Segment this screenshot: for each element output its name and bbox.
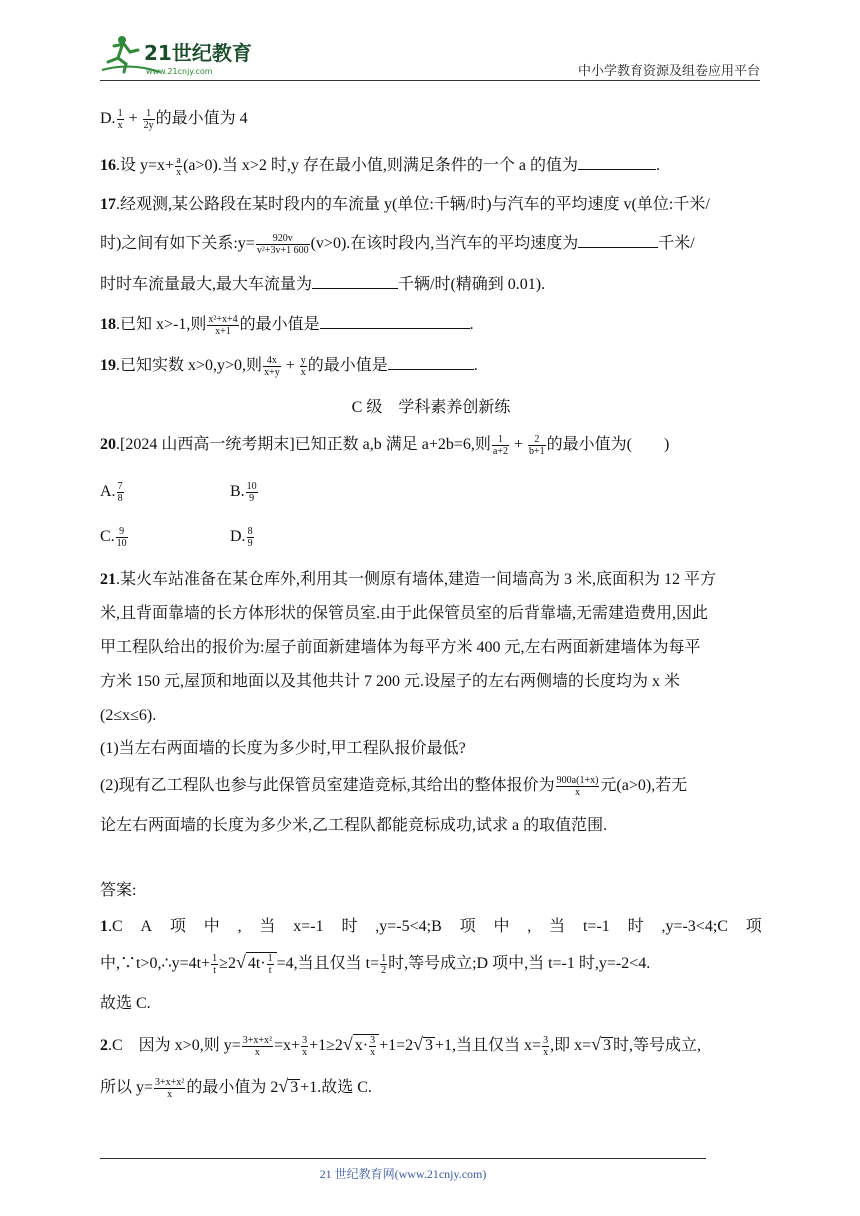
answer-blank[interactable] <box>320 314 470 329</box>
fraction: $\frac{1}{x}$ <box>117 108 123 131</box>
page-header <box>100 30 760 82</box>
answer-token: 时 <box>341 918 358 935</box>
option-b: B. $\frac{10}{9}$ <box>230 481 257 504</box>
question-16: 16.设 y=x+ $\frac{a}{x}$ (a>0).当 x>2 时,y 存在最小值,则满足条件的一个 a 的值为 . <box>100 155 660 178</box>
option-c: C. $\frac{9}{10}$ <box>100 526 127 549</box>
fraction: $\frac{2}{b+1}$ <box>529 434 545 457</box>
platform-name: 中小学教育资源及组卷应用平台 <box>577 64 760 79</box>
q20-options-row2 <box>100 526 360 549</box>
answer-2-line2: 所以 y= $\frac{\text{3+x+x²}}{x}$ 的最小值为 2√ 3 +1.故选 C. <box>100 1076 372 1100</box>
option-a: A. $\frac{7}{8}$ <box>100 481 123 504</box>
answer-token: 项 <box>745 918 762 935</box>
site-logo <box>100 32 260 78</box>
answer-token: A <box>140 918 153 935</box>
logo-url: www.21cnjy.com <box>146 67 213 76</box>
fraction: $\frac{1}{2y}$ <box>143 108 154 131</box>
answer-blank[interactable] <box>388 355 474 370</box>
fraction: $\frac{900a(1+x)}{x}$ <box>556 775 599 798</box>
answer-blank[interactable] <box>578 233 658 248</box>
answers-heading: 答案: <box>100 882 137 899</box>
answer-token: ,y=-5<4;B <box>375 918 442 935</box>
answer-token: 项 <box>169 918 186 935</box>
question-21-line2: 米,且背面靠墙的长方体形状的保管员室.由于此保管员室的后背靠墙,无需建造费用,因此 <box>100 605 709 622</box>
question-21-line3: 甲工程队给出的报价为:屋子前面新建墙体为每平方米 400 元,左右两面新建墙体为每平 <box>100 639 701 656</box>
answer-2-line1: 2.C 因为 x>0,则 y= $\frac{\text{3+x+x²}}{x}$ =x+ $\frac{3}{x}$ +1≥2√ x· $\frac{3}{x}$ +1=2√ 3 +1,当且仅当 x= $\frac{3}{x}$ ,即 x=√ 3 时,等号成立, <box>100 1034 702 1058</box>
question-19: 19.已知实数 x>0,y>0,则 $\frac{4x}{x+y}$ + $\frac{y}{x}$ 的最小值是 . <box>100 355 478 378</box>
question-number: 16 <box>100 157 116 175</box>
fraction: $\frac{920v}{\text{v²+3v+1 600}}$ <box>256 233 309 256</box>
answer-token: ,y=-3<4;C <box>661 918 728 935</box>
fraction: $\frac{\text{x²+x+4}}{x+1}$ <box>208 314 238 337</box>
fraction: $\frac{1}{t}$ <box>212 952 218 976</box>
fraction: $\frac{4x}{x+y}$ <box>264 355 280 378</box>
question-17-line3: 时时车流量最大,最大车流量为 千辆/时(精确到 0.01). <box>100 276 546 293</box>
section-title: C 级 学科素养创新练 <box>351 399 511 416</box>
question-17-line1: 17.经观测,某公路段在某时段内的车流量 y(单位:千辆/时)与汽车的平均速度 v(单位:千米/ <box>100 196 710 213</box>
fraction: $\frac{y}{x}$ <box>300 355 306 378</box>
answer-token: 中 <box>493 918 510 935</box>
sqrt-sign: √ <box>235 952 246 972</box>
question-21-part1: (1)当左右两面墙的长度为多少时,甲工程队报价最低? <box>100 740 466 757</box>
sqrt-sign: √ <box>342 1034 353 1054</box>
answer-1-line1 <box>100 916 762 938</box>
question-20: 20.[2024 山西高一统考期末]已知正数 a,b 满足 a+2b=6,则 $\frac{1}{a+2}$ + $\frac{2}{b+1}$ 的最小值为( ) <box>100 434 670 457</box>
q20-options-row1 <box>100 481 360 504</box>
question-21-line5: (2≤x≤6). <box>100 707 157 724</box>
option-label: D. <box>100 110 116 128</box>
option-text: 的最小值为 4 <box>155 110 248 128</box>
question-number: 19 <box>100 357 116 375</box>
answer-token: 当 <box>259 918 276 935</box>
fraction: $\frac{a}{x}$ <box>176 155 182 178</box>
question-21-part2: (2)现有乙工程队也参与此保管员室建造竞标,其给出的整体报价为 $\frac{900a(1+x)}{x}$ 元(a>0),若无 <box>100 775 688 798</box>
answer-number: 1 <box>100 918 108 935</box>
q15-option-d: D. $\frac{1}{x}$ + $\frac{1}{2y}$ 的最小值为 4 <box>100 108 248 131</box>
logo-text: 21世纪教育 <box>144 41 252 65</box>
answer-token: 中 <box>203 918 220 935</box>
sqrt-body: 4t· $\frac{1}{t}$ <box>246 952 277 976</box>
question-21-part2-line2: 论左右两面墙的长度为多少米,乙工程队都能竞标成功,试求 a 的取值范围. <box>100 817 608 834</box>
answer-token: , <box>237 918 242 935</box>
question-number: 17 <box>100 196 116 213</box>
question-18: 18.已知 x>-1,则 $\frac{\text{x²+x+4}}{x+1}$ 的最小值是 . <box>100 314 474 337</box>
question-number: 21 <box>100 571 116 588</box>
fraction: $\frac{1}{2}$ <box>381 952 387 976</box>
answer-token: , <box>527 918 532 935</box>
answer-number: 2 <box>100 1037 108 1054</box>
answer-1-line3: 故选 C. <box>100 995 151 1012</box>
answer-1-line2: 中,∵t>0,∴y=4t+ $\frac{1}{t}$ ≥2√ 4t· $\frac{1}{t}$ =4,当且仅当 t= $\frac{1}{2}$ 时,等号成立;D 项中,当 t=-1 时,y=-2<4. <box>100 952 651 976</box>
header-divider <box>100 80 760 81</box>
question-21-line4: 方米 150 元,屋顶和地面以及其他共计 7 200 元.设屋子的左右两侧墙的长度均为 x 米 <box>100 673 681 690</box>
fraction: $\frac{1}{a+2}$ <box>492 434 508 457</box>
option-d: D. $\frac{8}{9}$ <box>230 526 253 549</box>
answer-token: x=-1 <box>293 918 324 935</box>
answer-token: 时 <box>627 918 644 935</box>
answer-token: 项 <box>459 918 476 935</box>
answer-token: 当 <box>549 918 566 935</box>
answer-token: 1.C <box>100 918 123 935</box>
answer-token: t=-1 <box>582 918 610 935</box>
answer-blank[interactable] <box>578 155 656 170</box>
question-21-line1: 21.某火车站准备在某仓库外,利用其一侧原有墙体,建造一间墙高为 3 米,底面积为 12 平方 <box>100 571 717 588</box>
answer-blank[interactable] <box>312 274 398 289</box>
page-footer: 21 世纪教育网(www.21cnjy.com) <box>319 1167 487 1181</box>
question-number: 20 <box>100 436 116 454</box>
sqrt-body: x· $\frac{3}{x}$ <box>353 1034 379 1058</box>
footer-divider <box>100 1158 706 1159</box>
question-number: 18 <box>100 316 116 334</box>
question-17-line2: 时)之间有如下关系:y= $\frac{920v}{\text{v²+3v+1 600}}$ (v>0).在该时段内,当汽车的平均速度为 千米/ <box>100 233 695 256</box>
